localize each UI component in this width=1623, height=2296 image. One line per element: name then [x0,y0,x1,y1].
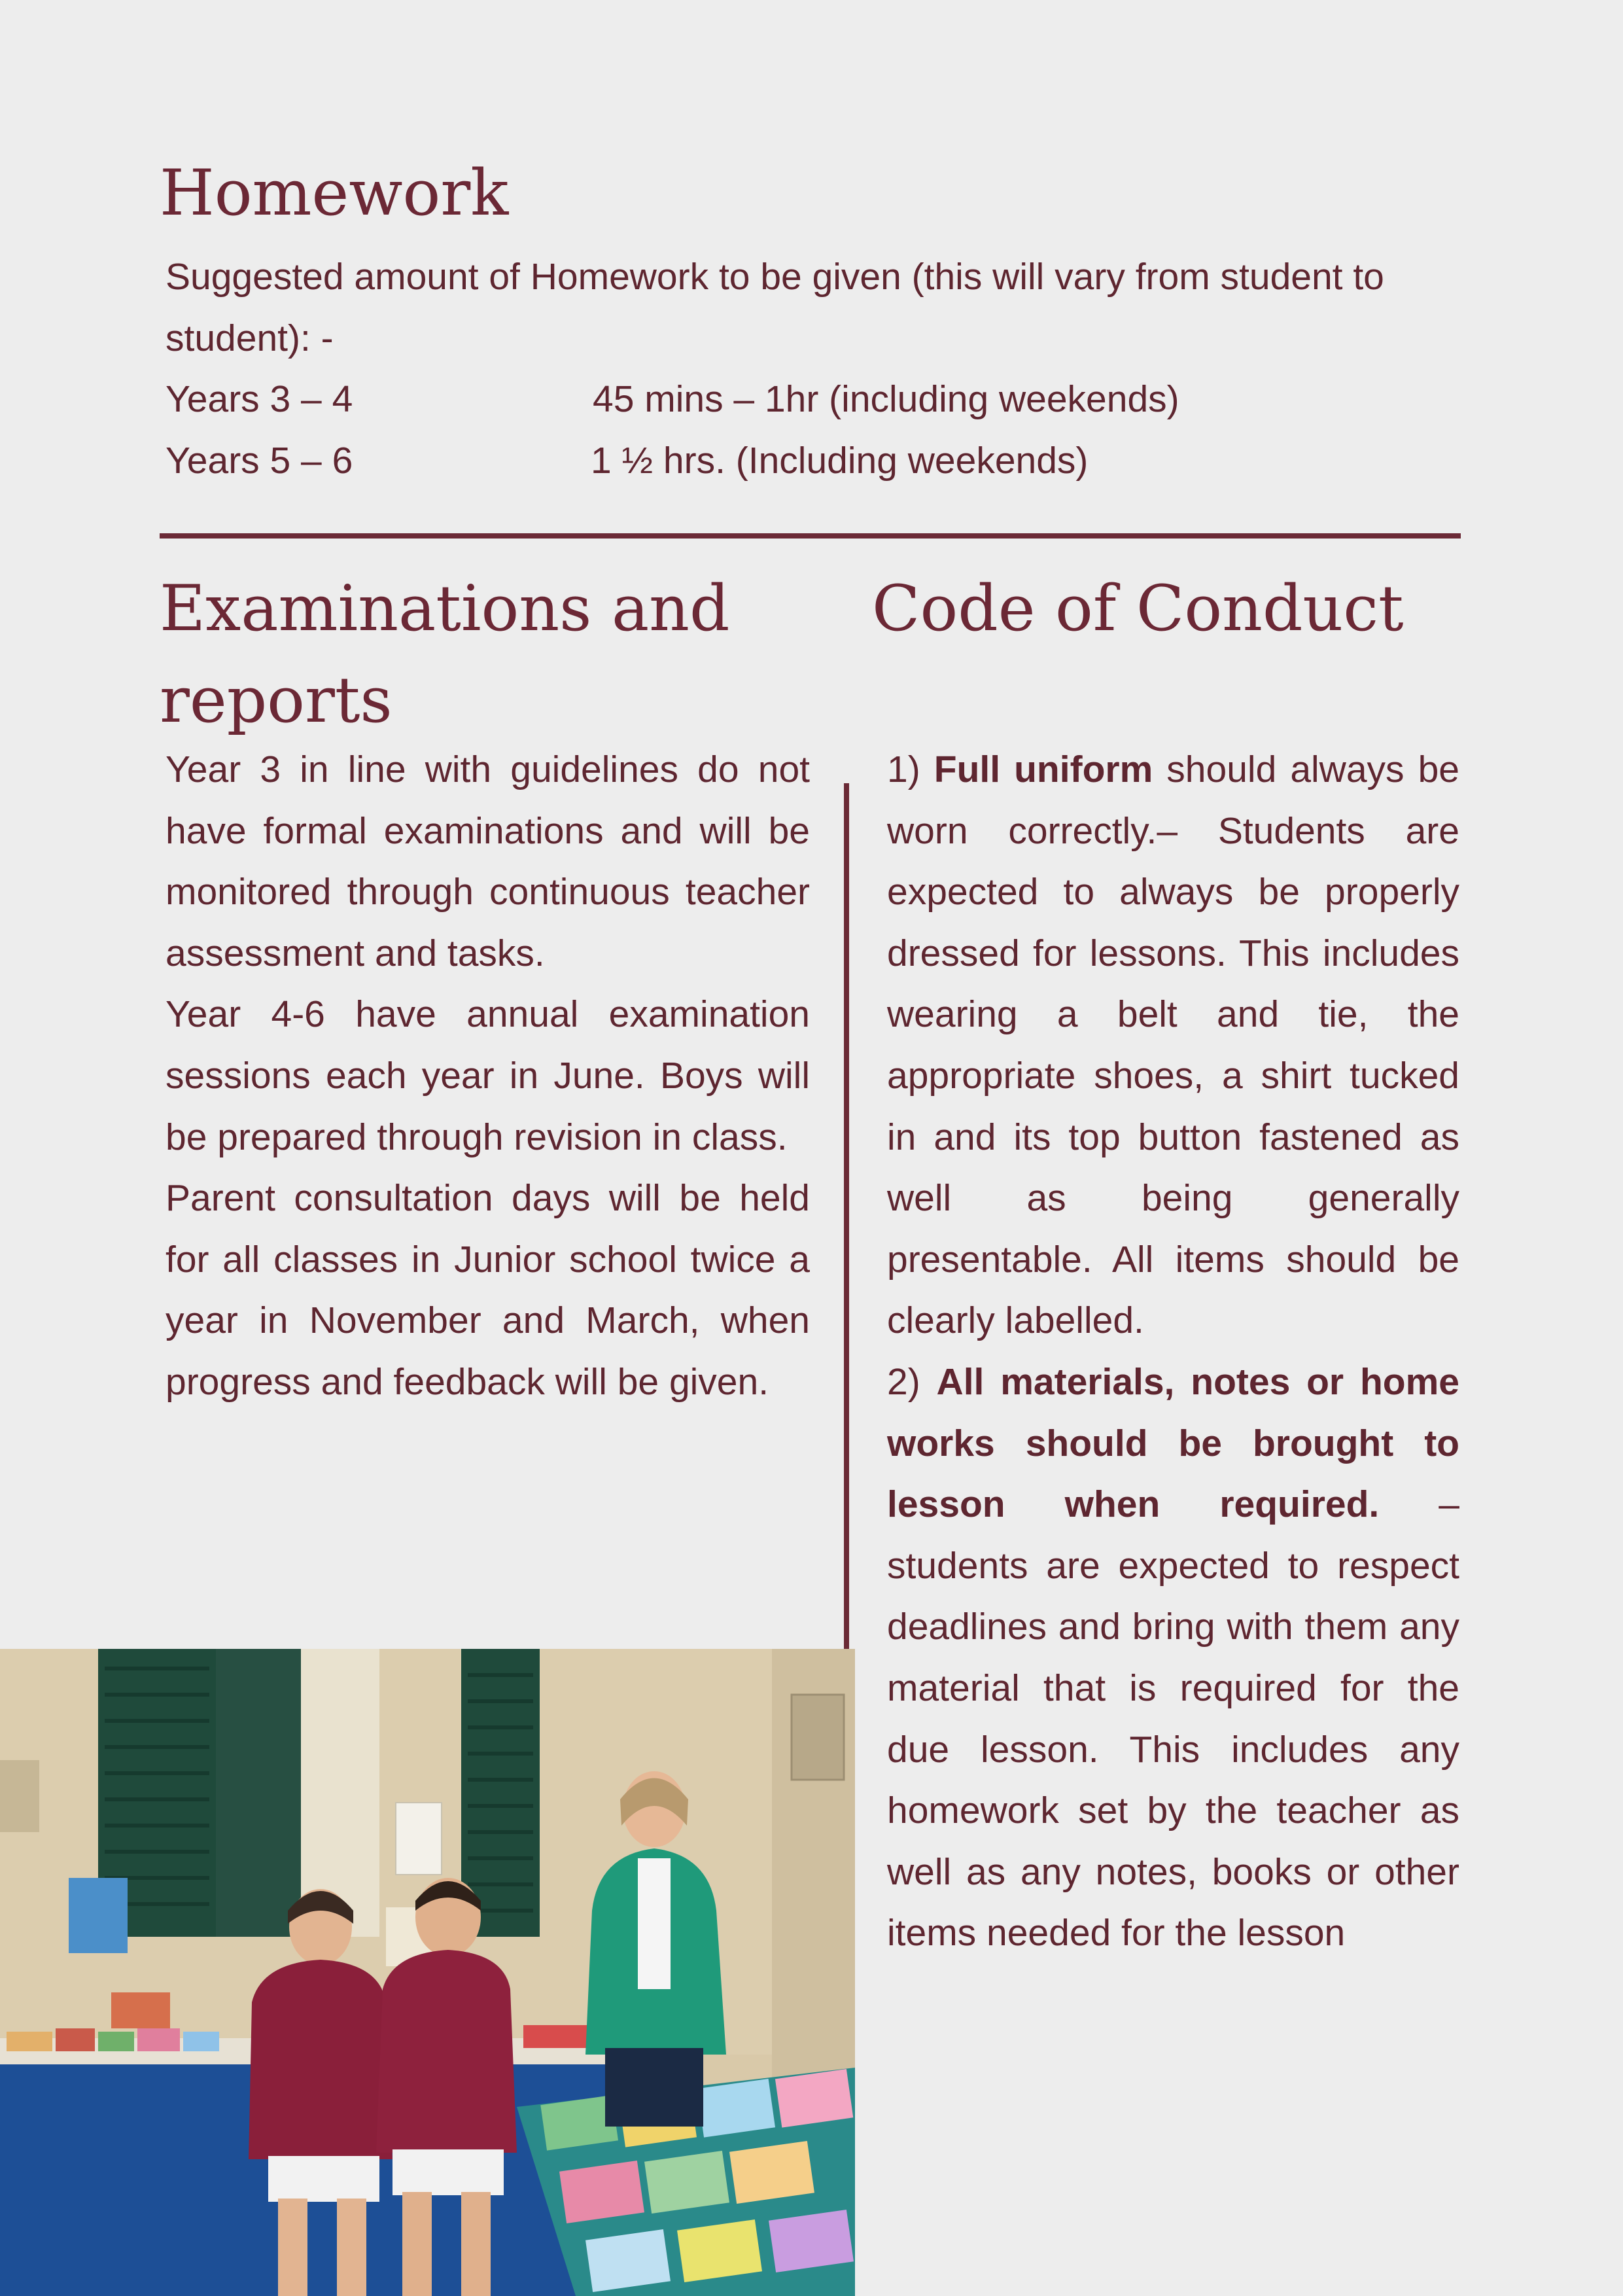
conduct-item-bold: All materials, notes or home works should be brought to lesson when required. [887,1360,1459,1526]
homework-years: Years 5 – 6 [166,440,353,482]
conduct-item-text: – students are expected to respect deadlines and bring with them any material that is required for the due lesson. This includes any homework set by the teacher as well as any notes, books or other items needed for the lesson [887,1483,1460,1954]
homework-years: Years 3 – 4 [166,378,353,420]
conduct-item-number: 2) [887,1360,920,1403]
homework-amount: 1 ½ hrs. (Including weekends) [591,440,1089,482]
conduct-item [887,1352,1459,1964]
photo-illustration [0,1649,855,2296]
conduct-title: Code of Conduct [872,572,1404,645]
conduct-item-number: 1) [887,749,920,790]
column-divider [844,783,849,1650]
section-divider [160,533,1461,539]
conduct-item-bold: Full uniform [934,749,1153,790]
exams-title: Examinations and reports [160,572,730,737]
conduct-body [887,739,1459,1964]
homework-title: Homework [160,156,509,230]
exams-paragraph: Year 4-6 have annual examination sessions each year in June. Boys will be prepared through revision in class. [166,993,810,1158]
book-fair-photo [0,1649,855,2296]
homework-intro [166,247,1448,369]
conduct-item [887,739,1459,1352]
exams-paragraph: Year 3 in line with guidelines do not have formal examinations and will be monitored through continuous teacher assessment and tasks. [166,749,810,974]
conduct-item-text: should always be worn correctly.– Students are expected to always be properly dressed for lessons. This includes wearing a belt and tie, the appropriate shoes, a shirt tucked in and its top button fastened as well as being generally presentable. All items should be clearly labelled. [887,749,1460,1342]
exams-body [166,739,810,1413]
exams-paragraph: Parent consultation days will be held for all classes in Junior school twice a year in November and March, when progress and feedback will be given. [166,1177,810,1403]
homework-amount: 45 mins – 1hr (including weekends) [593,378,1179,420]
homework-intro-text: Suggested amount of Homework to be given (this will vary from student to student): - [166,256,1384,359]
